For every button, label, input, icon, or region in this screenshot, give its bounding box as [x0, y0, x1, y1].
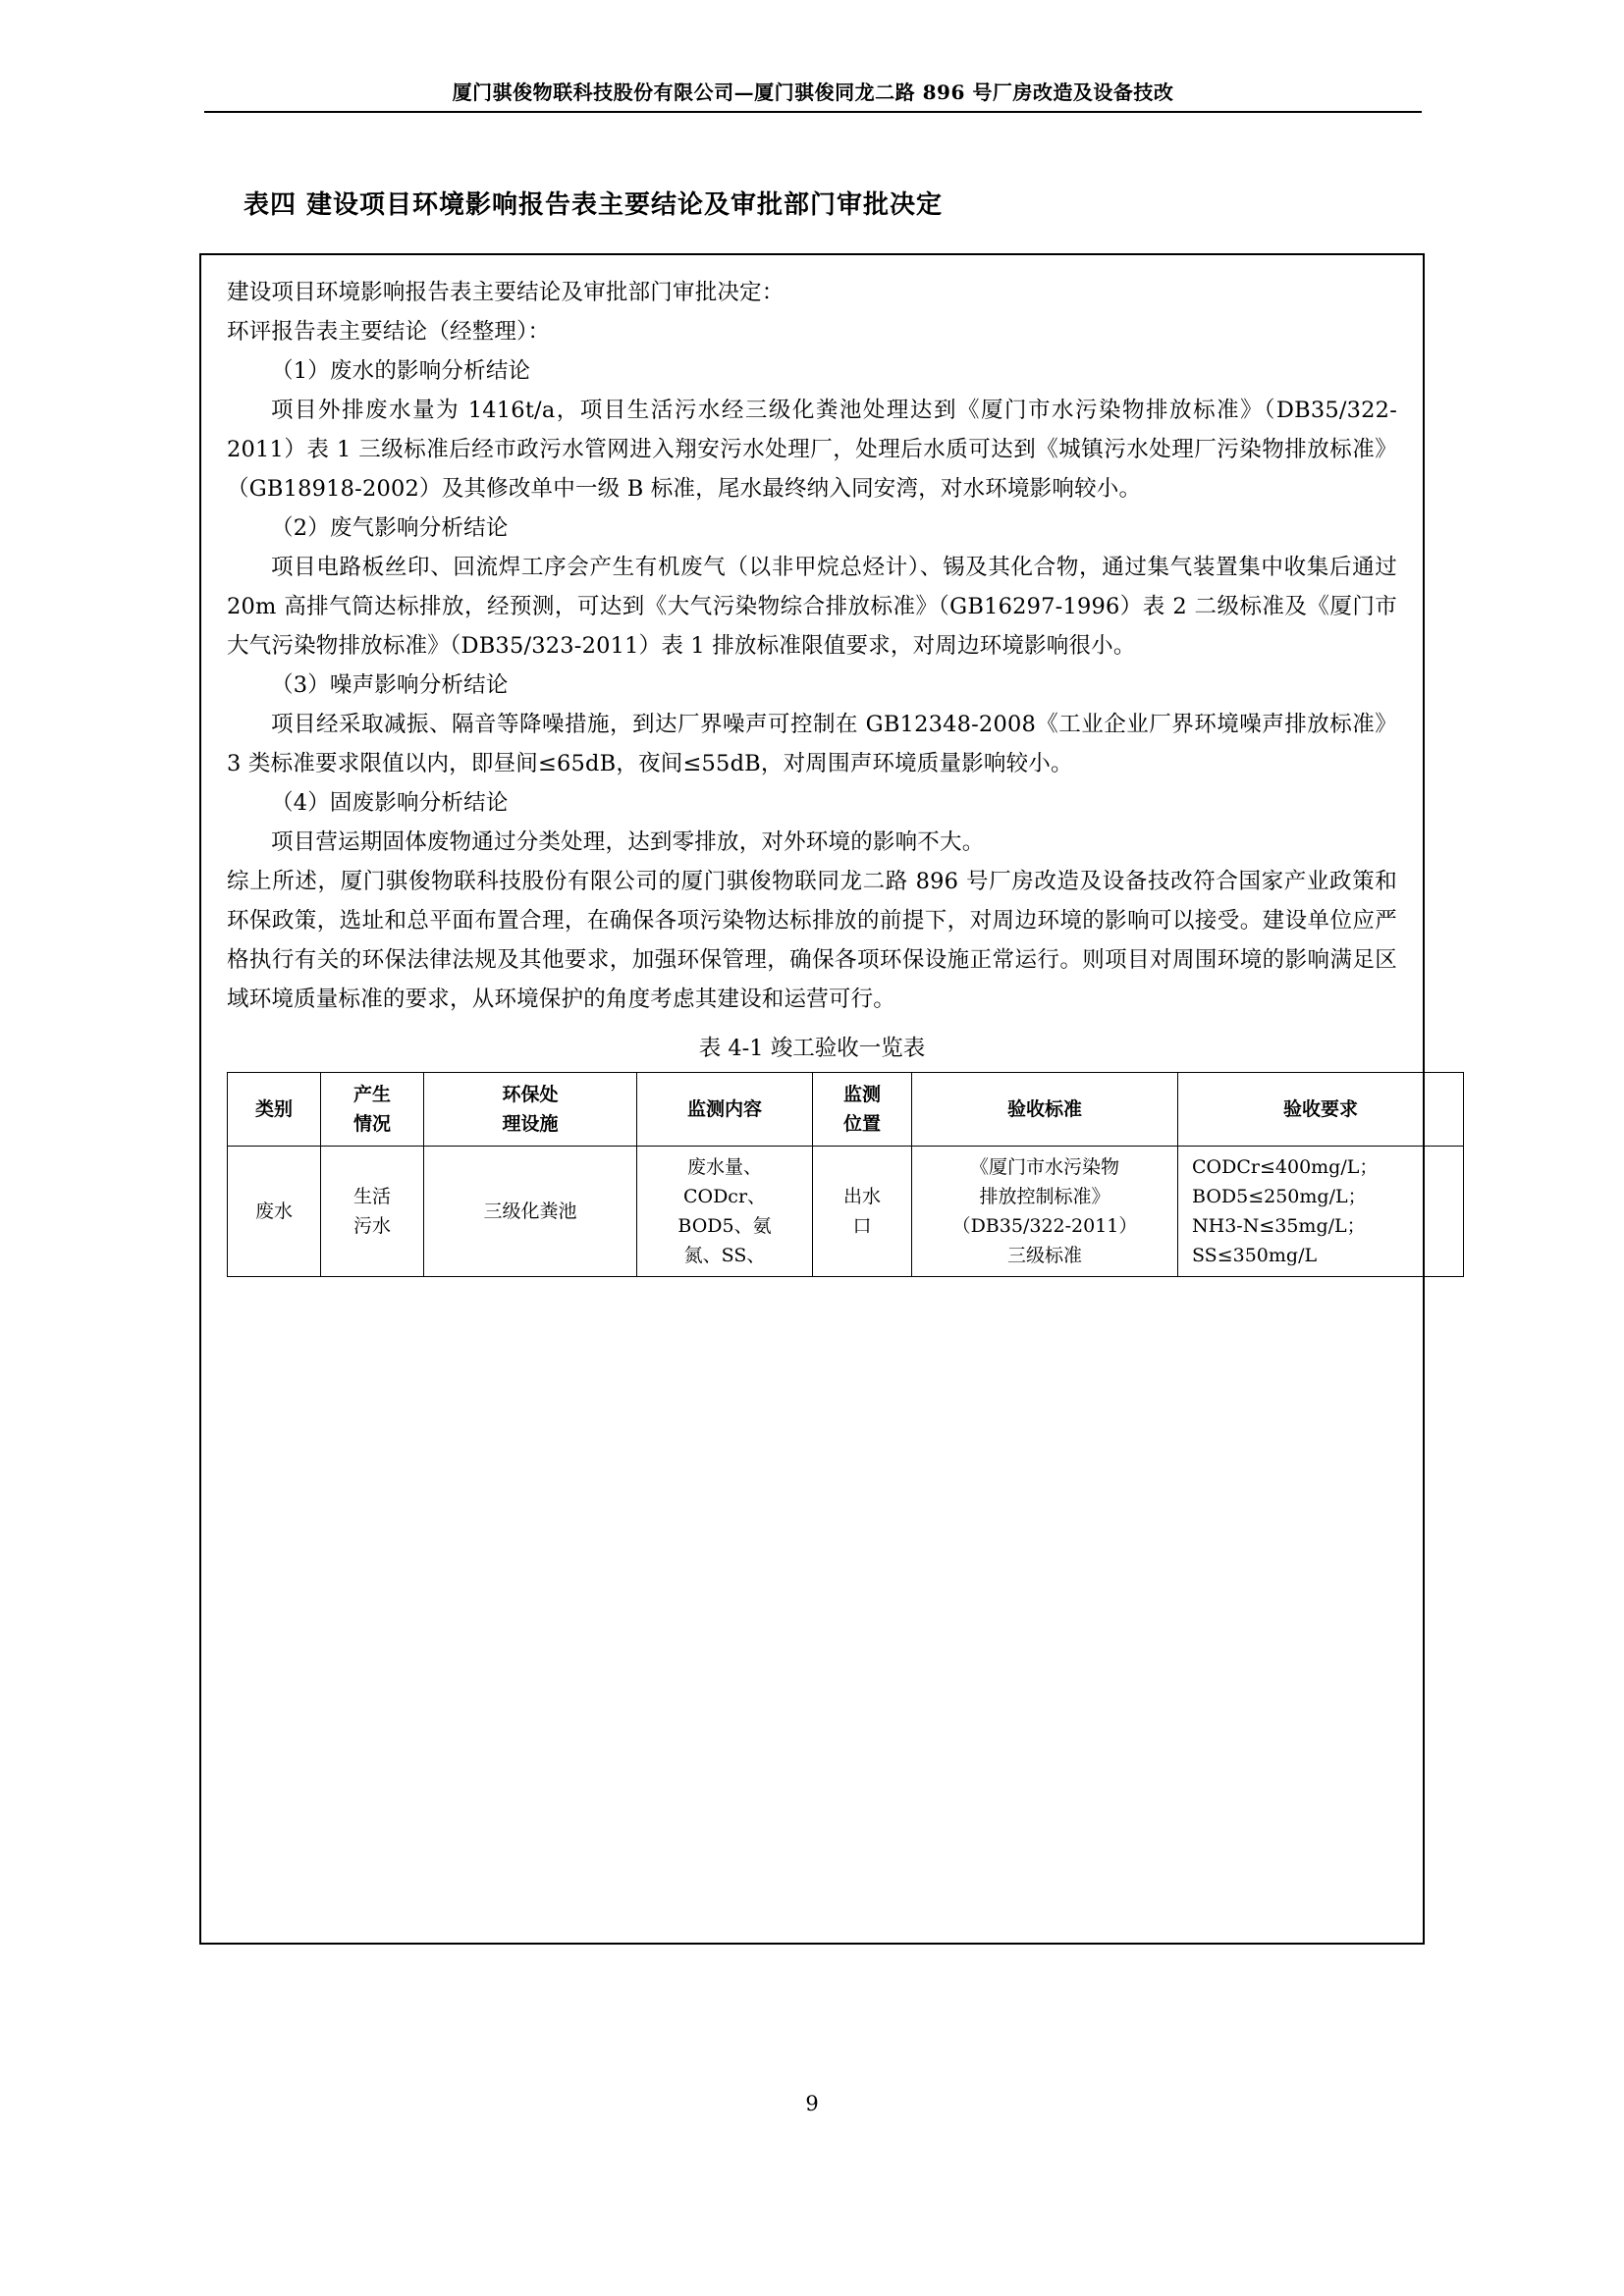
- page-header: 厦门骐俊物联科技股份有限公司—厦门骐俊同龙二路 896 号厂房改造及设备技改: [452, 80, 1174, 104]
- intro-line-1: 建设项目环境影响报告表主要结论及审批部门审批决定：: [227, 280, 785, 305]
- cell-position-line-2: 口: [852, 1215, 872, 1237]
- table-header-row: [228, 1073, 1464, 1147]
- header-category-line-1: 类别: [254, 1098, 293, 1120]
- table-header-situation: [321, 1073, 424, 1147]
- cell-monitor-line-3: BOD5、氨: [677, 1215, 772, 1237]
- table-caption: 表 4-1 竣工验收一览表: [698, 1036, 926, 1061]
- section-title: 表四 建设项目环境影响报告表主要结论及审批部门审批决定: [244, 190, 944, 220]
- table-header-requirement: [1178, 1073, 1464, 1147]
- header-divider: [204, 111, 1422, 113]
- cell-category: 废水: [228, 1147, 321, 1277]
- conclusion-3-title: （3）噪声影响分析结论: [271, 672, 509, 698]
- header-situation-line-2: 情况: [352, 1113, 391, 1135]
- intro-line-2: 环评报告表主要结论（经整理）：: [227, 319, 551, 345]
- table-header-category: [228, 1073, 321, 1147]
- cell-situation: [321, 1147, 424, 1277]
- conclusion-4-text: 项目营运期固体废物通过分类处理，达到零排放，对外环境的影响不大。: [271, 829, 985, 855]
- main-content-box: [199, 253, 1425, 1945]
- cell-standard: [912, 1147, 1178, 1277]
- cell-monitor-line-2: CODcr、: [682, 1186, 767, 1207]
- conclusion-4-title: （4）固废影响分析结论: [271, 790, 509, 816]
- conclusion-2-text: 项目电路板丝印、回流焊工序会产生有机废气（以非甲烷总烃计）、锡及其化合物，通过集气装置集中收集后通过 20m 高排气筒达标排放，经预测，可达到《大气污染物综合排放标准》（GB16297-1996）表 2 二级标准及《厦门市大气污染物排放标准》（DB35/323-2011）表 1 排放标准限值要求，对周边环境影响很小。: [227, 555, 1397, 659]
- overall-conclusion: 综上所述，厦门骐俊物联科技股份有限公司的厦门骐俊物联同龙二路 896 号厂房改造及设备技改符合国家产业政策和环保政策，选址和总平面布置合理，在确保各项污染物达标排放的前提下，对周边环境的影响可以接受。建设单位应严格执行有关的环保法律法规及其他要求，加强环保管理，确保各项环保设施正常运行。则项目对周围环境的影响满足区域环境质量标准的要求，从环境保护的角度考虑其建设和运营可行。: [227, 869, 1397, 1012]
- acceptance-table: [227, 1072, 1464, 1277]
- conclusion-3-text: 项目经采取减振、隔音等降噪措施，到达厂界噪声可控制在 GB12348-2008《工业企业厂界环境噪声排放标准》3 类标准要求限值以内，即昼间≤65dB，夜间≤55dB，对周围声环境质量影响较小。: [227, 712, 1397, 776]
- header-facility-line-2: 理设施: [502, 1113, 559, 1135]
- cell-situation-line-2: 污水: [352, 1215, 391, 1237]
- cell-requirement-line-2: BOD5≤250mg/L；: [1192, 1186, 1367, 1207]
- cell-standard-line-1: 《厦门市水污染物: [969, 1156, 1119, 1178]
- cell-monitor-position: [813, 1147, 912, 1277]
- header-position-line-2: 位置: [842, 1113, 881, 1135]
- header-monitor-line-1: 监测内容: [686, 1098, 762, 1120]
- cell-requirement-line-3: NH3-N≤35mg/L；: [1192, 1215, 1366, 1237]
- cell-requirement-line-1: CODCr≤400mg/L；: [1192, 1156, 1379, 1178]
- header-facility-line-1: 环保处: [502, 1084, 559, 1105]
- header-position-line-1: 监测: [842, 1084, 881, 1105]
- table-header-monitor-position: [813, 1073, 912, 1147]
- header-requirement-line-1: 验收要求: [1282, 1098, 1358, 1120]
- page-number: 9: [805, 2092, 819, 2115]
- cell-requirement-line-4: SS≤350mg/L: [1192, 1245, 1318, 1266]
- cell-standard-line-3: （DB35/322-2011）: [951, 1215, 1138, 1237]
- cell-position-line-1: 出水: [842, 1186, 881, 1207]
- cell-monitor-line-4: 氮、SS、: [683, 1245, 766, 1266]
- cell-requirement: [1178, 1147, 1464, 1277]
- header-situation-line-1: 产生: [352, 1084, 391, 1105]
- header-standard-line-1: 验收标准: [1006, 1098, 1082, 1120]
- table-header-facility: [424, 1073, 637, 1147]
- conclusion-1-text: 项目外排废水量为 1416t/a，项目生活污水经三级化粪池处理达到《厦门市水污染物排放标准》（DB35/322-2011）表 1 三级标准后经市政污水管网进入翔安污水处理厂，处理后水质可达到《城镇污水处理厂污染物排放标准》（GB18918-2002）及其修改单中一级 B 标准，尾水最终纳入同安湾，对水环境影响较小。: [227, 398, 1397, 502]
- cell-situation-line-1: 生活: [352, 1186, 391, 1207]
- cell-monitor-content: [637, 1147, 813, 1277]
- conclusion-1-title: （1）废水的影响分析结论: [271, 358, 531, 384]
- cell-standard-line-2: 排放控制标准》: [979, 1186, 1110, 1207]
- table-header-monitor-content: [637, 1073, 813, 1147]
- cell-facility: 三级化粪池: [424, 1147, 637, 1277]
- table-header-standard: [912, 1073, 1178, 1147]
- table-row: [228, 1147, 1464, 1277]
- cell-standard-line-4: 三级标准: [1006, 1245, 1082, 1266]
- conclusion-2-title: （2）废气影响分析结论: [271, 515, 509, 541]
- cell-monitor-line-1: 废水量、: [686, 1156, 762, 1178]
